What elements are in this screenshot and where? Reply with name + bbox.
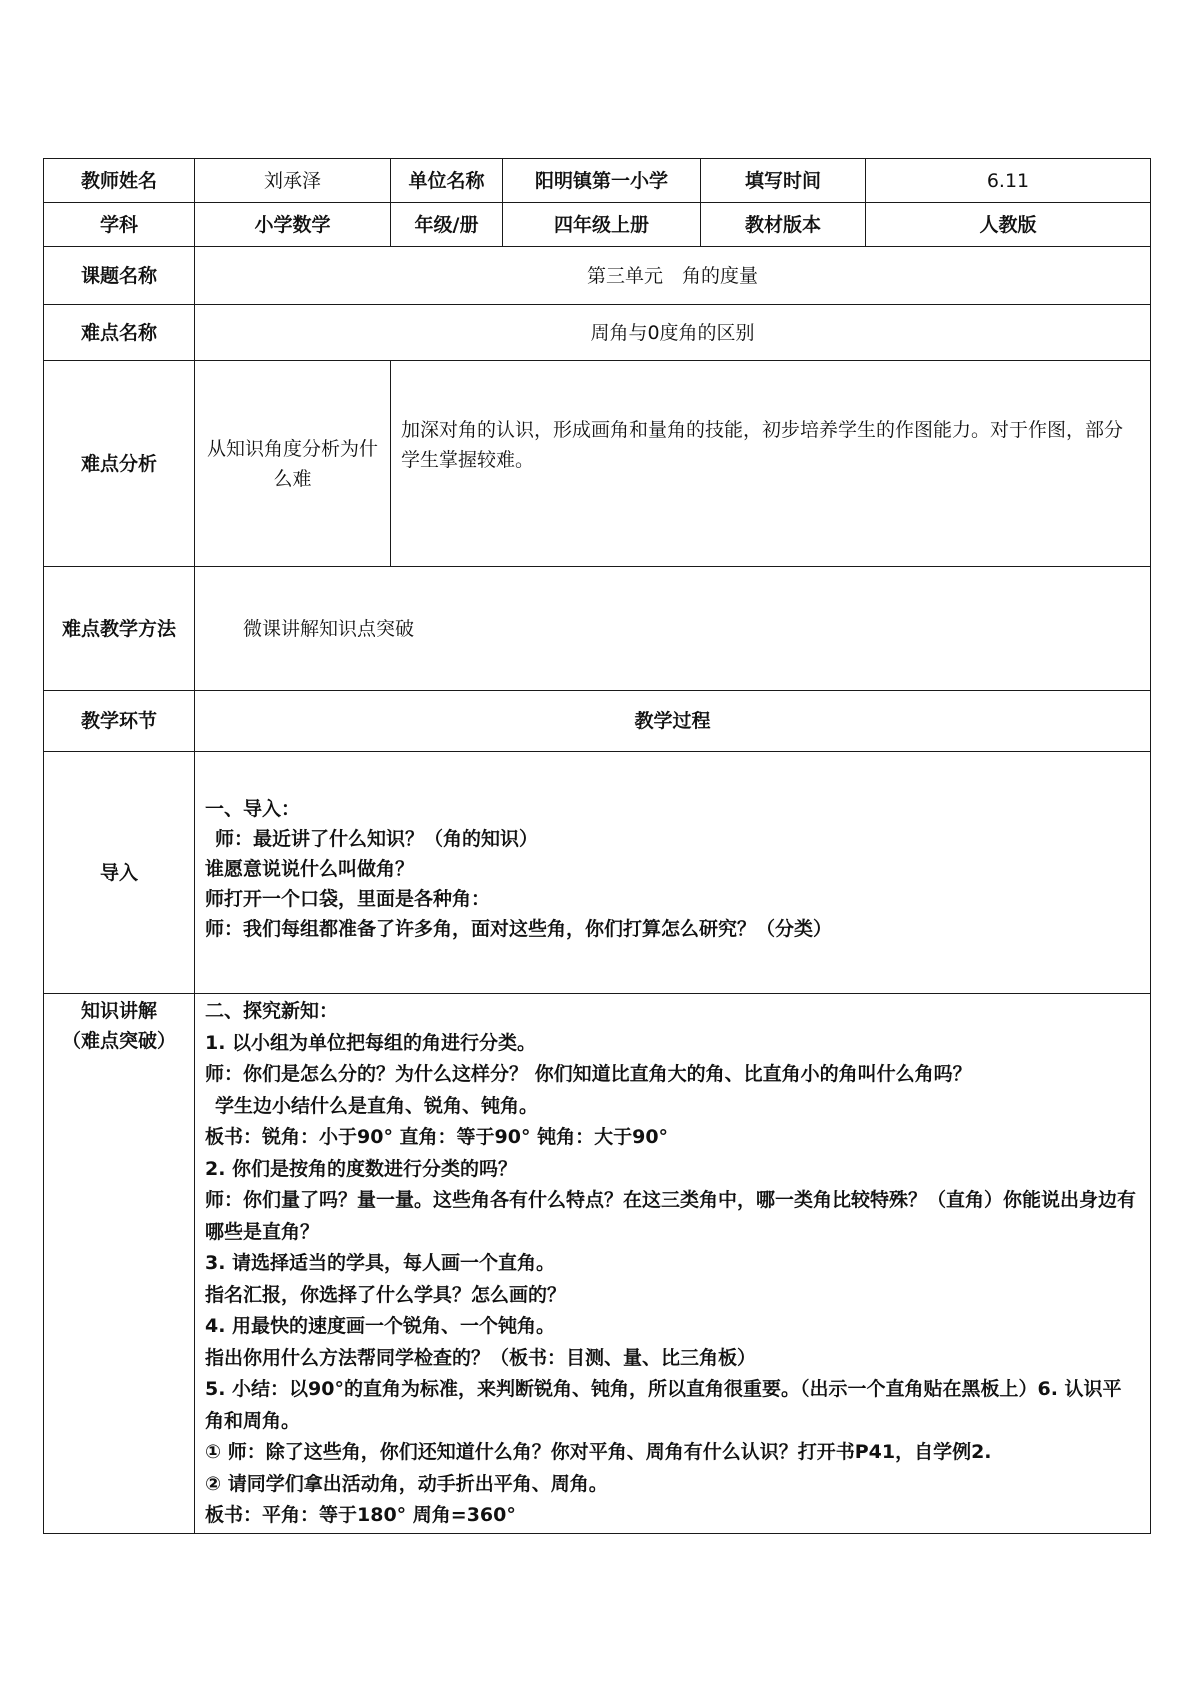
- method-value: 微课讲解知识点突破: [195, 567, 1151, 691]
- analysis-row: [44, 361, 1151, 567]
- unit-label: 单位名称: [391, 159, 503, 203]
- knowledge-content: [195, 994, 1151, 1534]
- analysis-sub-label: 从知识角度分析为什么难: [195, 361, 391, 567]
- unit-value: 阳明镇第一小学: [503, 159, 701, 203]
- subject-label: 学科: [44, 203, 195, 247]
- knowledge-label: [44, 994, 195, 1534]
- teacher-value: 刘承泽: [195, 159, 391, 203]
- difficulty-label: 难点名称: [44, 305, 195, 361]
- process-value: 教学过程: [195, 691, 1151, 752]
- intro-label: 导入: [44, 752, 195, 994]
- topic-value: 第三单元 角的度量: [195, 247, 1151, 305]
- process-header-row: [44, 691, 1151, 752]
- teacher-label: 教师姓名: [44, 159, 195, 203]
- knowledge-line: 二、探究新知：: [205, 1000, 339, 1022]
- header-row-2: [44, 203, 1151, 247]
- method-row: [44, 567, 1151, 691]
- method-label: 难点教学方法: [44, 567, 195, 691]
- knowledge-line: 板书：平角：等于180° 周角=360°: [205, 1504, 516, 1526]
- edition-value: 人教版: [866, 203, 1151, 247]
- difficulty-value: 周角与0度角的区别: [195, 305, 1151, 361]
- knowledge-line: 学生边小结什么是直角、锐角、钝角。: [215, 1094, 539, 1117]
- intro-row: [44, 752, 1151, 994]
- header-row-1: [44, 159, 1151, 203]
- date-value: 6.11: [866, 159, 1151, 203]
- intro-line: 一、导入：: [205, 798, 301, 820]
- knowledge-line: 2. 你们是按角的度数进行分类的吗？: [205, 1157, 518, 1180]
- knowledge-line: 5. 小结：以90°的直角为标准，来判断锐角、钝角，所以直角很重要。（出示一个直角贴在黑板上）6. 认识平角和周角。: [205, 1378, 1122, 1432]
- topic-label: 课题名称: [44, 247, 195, 305]
- knowledge-row: [44, 994, 1151, 1534]
- knowledge-line: 师：你们是怎么分的？为什么这样分？ 你们知道比直角大的角、比直角小的角叫什么角吗？: [205, 1063, 972, 1085]
- edition-label: 教材版本: [701, 203, 866, 247]
- intro-line: 师：最近讲了什么知识？（角的知识）: [215, 828, 539, 850]
- knowledge-label-line1: 知识讲解: [80, 1000, 157, 1022]
- knowledge-line: 4. 用最快的速度画一个锐角、一个钝角。: [205, 1315, 556, 1337]
- intro-line: 谁愿意说说什么叫做角？: [205, 858, 415, 880]
- intro-line: 师：我们每组都准备了许多角，面对这些角，你们打算怎么研究？（分类）: [205, 918, 833, 940]
- process-label: 教学环节: [44, 691, 195, 752]
- knowledge-label-line2: （难点突破）: [61, 1030, 176, 1052]
- knowledge-line: ② 请同学们拿出活动角，动手折出平角、周角。: [205, 1472, 608, 1495]
- intro-line: 师打开一个口袋，里面是各种角：: [205, 888, 491, 910]
- lesson-plan-table: [43, 158, 1151, 1534]
- date-label: 填写时间: [701, 159, 866, 203]
- grade-value: 四年级上册: [503, 203, 701, 247]
- difficulty-row: [44, 305, 1151, 361]
- knowledge-line: 师：你们量了吗？量一量。这些角各有什么特点？在这三类角中，哪一类角比较特殊？（直角）你能说出身边有哪些是直角？: [205, 1189, 1137, 1243]
- topic-row: [44, 247, 1151, 305]
- analysis-text: 加深对角的认识，形成画角和量角的技能，初步培养学生的作图能力。对于作图，部分学生掌握较难。: [391, 361, 1151, 567]
- intro-content: [195, 752, 1151, 994]
- knowledge-line: ① 师：除了这些角，你们还知道什么角？你对平角、周角有什么认识？打开书P41，自学例2.: [205, 1441, 992, 1463]
- knowledge-line: 指出你用什么方法帮同学检查的？（板书：目测、量、比三角板）: [205, 1346, 757, 1369]
- knowledge-line: 1. 以小组为单位把每组的角进行分类。: [205, 1031, 537, 1054]
- knowledge-line: 指名汇报，你选择了什么学具？怎么画的？: [205, 1283, 567, 1306]
- grade-label: 年级/册: [391, 203, 503, 247]
- subject-value: 小学数学: [195, 203, 391, 247]
- analysis-label: 难点分析: [44, 361, 195, 567]
- knowledge-line: 板书：锐角：小于90° 直角：等于90° 钝角：大于90°: [205, 1126, 669, 1148]
- knowledge-line: 3. 请选择适当的学具，每人画一个直角。: [205, 1252, 556, 1274]
